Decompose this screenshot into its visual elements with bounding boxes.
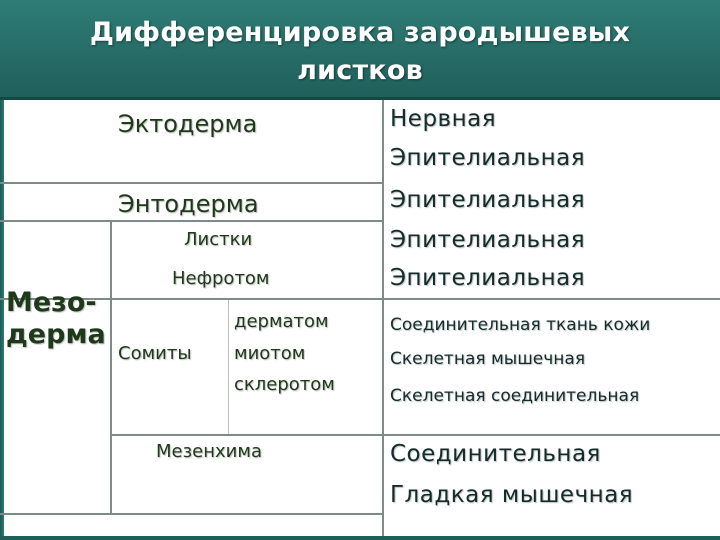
- tissue-item: Скелетная мышечная: [390, 349, 586, 369]
- mesoderm-label-line-1: Мезо-: [6, 287, 97, 318]
- nephrotome-label: Нефротом: [172, 268, 270, 289]
- tissue-item: Скелетная соединительная: [390, 386, 640, 406]
- entoderm-label: Энтодерма: [118, 190, 259, 218]
- tissue-item: Соединительная ткань кожи: [390, 315, 651, 335]
- tissue-item: Эпителиальная: [390, 265, 586, 291]
- dermatome-label: дерматом: [234, 311, 329, 332]
- tissue-item: Нервная: [390, 106, 497, 132]
- page-title: [0, 14, 720, 90]
- tissue-item: Гладкая мышечная: [390, 482, 634, 508]
- row-divider-ectoderm: [0, 182, 382, 184]
- myotome-label: миотом: [234, 343, 306, 364]
- row-divider-bottom: [0, 513, 382, 515]
- tissue-item: Эпителиальная: [390, 145, 586, 171]
- left-edge: [0, 100, 4, 540]
- sclerotome-label: склеротом: [234, 374, 335, 395]
- mesoderm-divider: [110, 222, 112, 514]
- row-divider-mesoderm: [0, 298, 720, 300]
- tissue-item: Эпителиальная: [390, 187, 586, 213]
- row-divider-mesenchyme: [112, 434, 720, 436]
- ectoderm-label: Эктодерма: [118, 110, 258, 138]
- mesoderm-label: [6, 287, 106, 351]
- leaflets-label: Листки: [184, 229, 253, 250]
- tissue-item: Эпителиальная: [390, 227, 586, 253]
- column-divider: [382, 100, 384, 540]
- title-line-1: Дифференцировка зародышевых: [89, 17, 631, 48]
- title-line-2: листков: [297, 55, 423, 86]
- row-divider-entoderm: [0, 220, 382, 222]
- mesoderm-label-line-2: дерма: [6, 319, 106, 350]
- somites-label: Сомиты: [118, 343, 192, 364]
- somite-divider: [228, 300, 229, 434]
- mesenchyme-label: Мезенхима: [156, 441, 262, 462]
- tissue-item: Соединительная: [390, 441, 601, 467]
- bottom-bar: [0, 536, 720, 540]
